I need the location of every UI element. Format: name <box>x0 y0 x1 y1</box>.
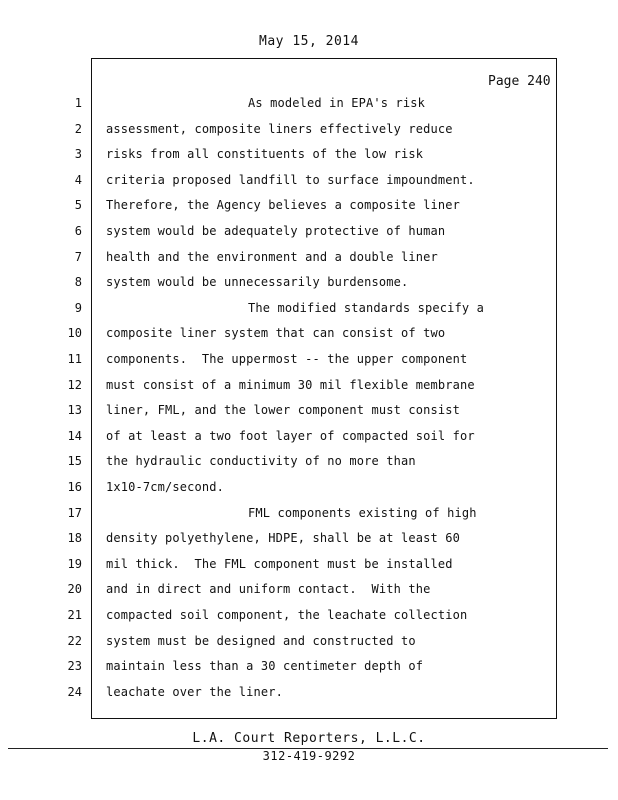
line-number: 19 <box>67 556 82 571</box>
transcript-line: density polyethylene, HDPE, shall be at least 60 <box>106 531 460 546</box>
transcript-line: and in direct and uniform contact. With the <box>106 582 431 597</box>
transcript-line: liner, FML, and the lower component must consist <box>106 403 460 418</box>
transcript-line: system must be designed and constructed to <box>106 633 416 648</box>
line-number: 22 <box>67 633 82 648</box>
line-number: 12 <box>67 377 82 392</box>
line-number: 13 <box>67 403 82 418</box>
line-number: 24 <box>67 684 82 699</box>
line-number: 9 <box>74 300 82 315</box>
line-number: 4 <box>74 172 82 187</box>
line-number: 2 <box>74 121 82 136</box>
footer-company: L.A. Court Reporters, L.L.C. <box>192 731 426 746</box>
transcript-date: May 15, 2014 <box>259 34 359 49</box>
line-number: 16 <box>67 480 82 494</box>
transcript-line: Therefore, the Agency believes a composite liner <box>106 198 460 213</box>
line-number: 7 <box>74 249 82 264</box>
line-number: 17 <box>67 505 82 520</box>
transcript-line: health and the environment and a double liner <box>106 249 438 264</box>
line-number: 6 <box>74 224 82 238</box>
transcript-line: As modeled in EPA's risk <box>248 96 425 110</box>
transcript-line: must consist of a minimum 30 mil flexible membrane <box>106 377 475 392</box>
line-number: 10 <box>67 326 82 341</box>
line-number: 5 <box>74 198 82 213</box>
transcript-line: leachate over the liner. <box>106 684 283 699</box>
line-number: 14 <box>67 428 82 443</box>
transcript-line: the hydraulic conductivity of no more than <box>106 454 416 469</box>
transcript-line: criteria proposed landfill to surface impoundment. <box>106 172 475 187</box>
transcript-line: 1x10-7cm/second. <box>106 480 224 494</box>
line-number: 23 <box>67 659 82 674</box>
line-number: 8 <box>74 275 82 290</box>
transcript-line: assessment, composite liners effectively reduce <box>106 121 453 136</box>
line-number: 11 <box>67 352 82 366</box>
transcript-line: system would be adequately protective of human <box>106 224 446 238</box>
transcript-line: maintain less than a 30 centimeter depth of <box>106 659 424 674</box>
line-number: 1 <box>74 96 82 110</box>
line-number: 15 <box>67 454 82 469</box>
transcript-line: composite liner system that can consist of two <box>106 326 446 341</box>
transcript-line: The modified standards specify a <box>248 300 484 315</box>
footer-phone: 312-419-9292 <box>262 749 356 763</box>
page-number: Page 240 <box>488 74 551 89</box>
transcript-line: components. The uppermost -- the upper component <box>106 352 468 366</box>
transcript-line: risks from all constituents of the low risk <box>106 147 424 162</box>
line-number: 18 <box>67 531 82 546</box>
line-number: 21 <box>67 608 82 622</box>
line-number: 20 <box>67 582 82 597</box>
transcript-line: system would be unnecessarily burdensome. <box>106 275 409 290</box>
transcript-line: mil thick. The FML component must be installed <box>106 556 453 571</box>
transcript-line: of at least a two foot layer of compacted soil for <box>106 428 475 443</box>
transcript-line: FML components existing of high <box>248 505 477 520</box>
line-number: 3 <box>74 147 82 162</box>
transcript-line: compacted soil component, the leachate collection <box>106 608 468 622</box>
